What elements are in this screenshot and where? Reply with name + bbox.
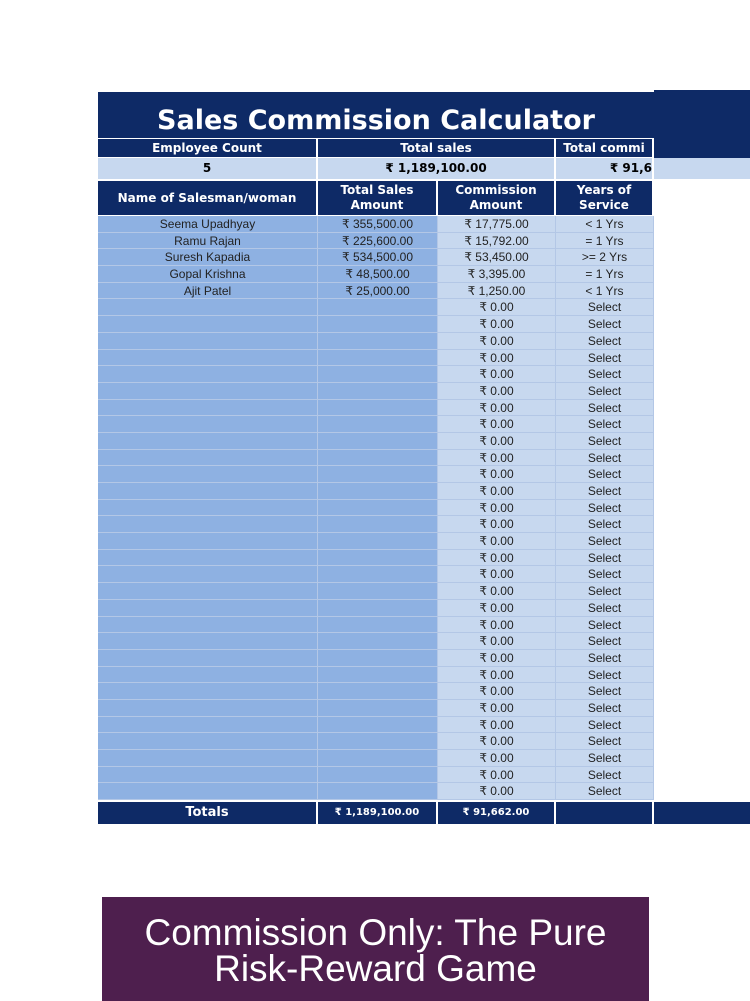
sales-amount-cell[interactable]: [318, 533, 438, 550]
commission-amount-cell[interactable]: ₹ 0.00: [438, 533, 556, 550]
table-row: [98, 767, 654, 784]
sales-amount-cell[interactable]: [318, 683, 438, 700]
years-of-service-cell[interactable]: Select: [556, 450, 654, 467]
commission-amount-cell[interactable]: ₹ 0.00: [438, 583, 556, 600]
sales-amount-cell[interactable]: [318, 483, 438, 500]
salesperson-name-cell[interactable]: Ramu Rajan: [98, 233, 318, 250]
salesperson-name-cell[interactable]: [98, 500, 318, 517]
salesperson-name-cell[interactable]: [98, 433, 318, 450]
table-row: [98, 416, 654, 433]
years-of-service-cell[interactable]: Select: [556, 316, 654, 333]
commission-amount-cell[interactable]: ₹ 0.00: [438, 333, 556, 350]
sales-amount-cell[interactable]: [318, 450, 438, 467]
sales-amount-cell[interactable]: [318, 566, 438, 583]
table-row: [98, 583, 654, 600]
sales-amount-cell[interactable]: [318, 700, 438, 717]
table-row: [98, 450, 654, 467]
sales-amount-cell[interactable]: [318, 333, 438, 350]
table-row: [98, 483, 654, 500]
table-row: [98, 617, 654, 634]
years-of-service-cell[interactable]: Select: [556, 566, 654, 583]
years-of-service-cell[interactable]: Select: [556, 583, 654, 600]
commission-amount-cell[interactable]: ₹ 0.00: [438, 450, 556, 467]
salesperson-name-cell[interactable]: [98, 783, 318, 800]
sales-amount-cell[interactable]: [318, 650, 438, 667]
table-row: [98, 350, 654, 367]
commission-amount-cell[interactable]: ₹ 0.00: [438, 600, 556, 617]
years-of-service-cell[interactable]: Select: [556, 750, 654, 767]
salesperson-name-cell[interactable]: Gopal Krishna: [98, 266, 318, 283]
table-row: [98, 783, 654, 800]
summary-header-row: [98, 139, 654, 157]
table-row: [98, 700, 654, 717]
table-row: [98, 633, 654, 650]
commission-amount-cell[interactable]: ₹ 0.00: [438, 750, 556, 767]
years-of-service-cell[interactable]: = 1 Yrs: [556, 266, 654, 283]
cropped-header-extension: [654, 90, 750, 158]
table-row: [98, 299, 654, 316]
years-of-service-cell[interactable]: Select: [556, 600, 654, 617]
sales-amount-cell[interactable]: ₹ 534,500.00: [318, 249, 438, 266]
years-of-service-cell[interactable]: Select: [556, 500, 654, 517]
salesperson-name-cell[interactable]: [98, 700, 318, 717]
sales-amount-cell[interactable]: ₹ 225,600.00: [318, 233, 438, 250]
salesperson-name-cell[interactable]: [98, 366, 318, 383]
salesperson-name-cell[interactable]: Suresh Kapadia: [98, 249, 318, 266]
years-of-service-cell[interactable]: Select: [556, 550, 654, 567]
sales-amount-cell[interactable]: [318, 500, 438, 517]
employee-count-header: Employee Count: [98, 139, 318, 157]
years-of-service-cell[interactable]: Select: [556, 767, 654, 784]
sales-amount-cell[interactable]: ₹ 48,500.00: [318, 266, 438, 283]
salesperson-name-cell[interactable]: [98, 483, 318, 500]
years-of-service-cell[interactable]: Select: [556, 299, 654, 316]
total-sales-value[interactable]: ₹ 1,189,100.00: [318, 158, 556, 179]
total-sales-header: Total sales: [318, 139, 556, 157]
salesperson-name-cell[interactable]: [98, 683, 318, 700]
calculator-title: Sales Commission Calculator: [98, 92, 654, 138]
sales-column-header: Total Sales Amount: [318, 181, 438, 215]
years-column-header: Years of Service: [556, 181, 654, 215]
table-row: [98, 233, 654, 250]
years-of-service-cell[interactable]: Select: [556, 466, 654, 483]
sales-amount-cell[interactable]: [318, 767, 438, 784]
commission-amount-cell[interactable]: ₹ 0.00: [438, 550, 556, 567]
table-row: [98, 366, 654, 383]
commission-amount-cell[interactable]: ₹ 0.00: [438, 783, 556, 800]
commission-amount-cell[interactable]: ₹ 0.00: [438, 566, 556, 583]
salesperson-name-cell[interactable]: [98, 333, 318, 350]
sales-amount-cell[interactable]: [318, 550, 438, 567]
commission-amount-cell[interactable]: ₹ 0.00: [438, 316, 556, 333]
commission-amount-cell[interactable]: ₹ 0.00: [438, 617, 556, 634]
years-of-service-cell[interactable]: Select: [556, 433, 654, 450]
sales-amount-cell[interactable]: [318, 516, 438, 533]
sales-amount-cell[interactable]: [318, 416, 438, 433]
sales-amount-cell[interactable]: [318, 633, 438, 650]
salesperson-name-cell[interactable]: [98, 617, 318, 634]
years-of-service-cell[interactable]: Select: [556, 400, 654, 417]
salesperson-name-cell[interactable]: [98, 299, 318, 316]
commission-amount-cell[interactable]: ₹ 15,792.00: [438, 233, 556, 250]
salesperson-name-cell[interactable]: [98, 416, 318, 433]
commission-amount-cell[interactable]: ₹ 0.00: [438, 483, 556, 500]
years-of-service-cell[interactable]: Select: [556, 700, 654, 717]
sales-amount-cell[interactable]: ₹ 355,500.00: [318, 216, 438, 233]
totals-label: Totals: [98, 802, 318, 824]
sales-amount-cell[interactable]: [318, 316, 438, 333]
table-row: [98, 316, 654, 333]
sales-amount-cell[interactable]: [318, 299, 438, 316]
table-row: [98, 683, 654, 700]
totals-sales[interactable]: ₹ 1,189,100.00: [318, 802, 438, 824]
years-of-service-cell[interactable]: < 1 Yrs: [556, 216, 654, 233]
commission-amount-cell[interactable]: ₹ 0.00: [438, 366, 556, 383]
years-of-service-cell[interactable]: Select: [556, 783, 654, 800]
years-of-service-cell[interactable]: Select: [556, 683, 654, 700]
years-of-service-cell[interactable]: Select: [556, 650, 654, 667]
table-row: [98, 400, 654, 417]
employee-count-value[interactable]: 5: [98, 158, 318, 179]
commission-amount-cell[interactable]: ₹ 0.00: [438, 767, 556, 784]
sales-amount-cell[interactable]: [318, 466, 438, 483]
table-row: [98, 283, 654, 300]
table-row: [98, 266, 654, 283]
salesperson-name-cell[interactable]: [98, 316, 318, 333]
commission-amount-cell[interactable]: ₹ 0.00: [438, 700, 556, 717]
sales-amount-cell[interactable]: [318, 400, 438, 417]
sales-amount-cell[interactable]: [318, 783, 438, 800]
salesperson-name-cell[interactable]: [98, 383, 318, 400]
commission-amount-cell[interactable]: ₹ 0.00: [438, 650, 556, 667]
total-commission-header: Total commi: [556, 139, 654, 157]
commission-amount-cell[interactable]: ₹ 1,250.00: [438, 283, 556, 300]
commission-amount-cell[interactable]: ₹ 0.00: [438, 733, 556, 750]
salesperson-name-cell[interactable]: [98, 583, 318, 600]
commission-amount-cell[interactable]: ₹ 0.00: [438, 400, 556, 417]
years-of-service-cell[interactable]: Select: [556, 617, 654, 634]
table-row: [98, 466, 654, 483]
totals-years[interactable]: [556, 802, 654, 824]
sales-amount-cell[interactable]: [318, 750, 438, 767]
totals-row: [98, 802, 654, 824]
table-row: [98, 650, 654, 667]
table-row: [98, 383, 654, 400]
commission-amount-cell[interactable]: ₹ 17,775.00: [438, 216, 556, 233]
years-of-service-cell[interactable]: >= 2 Yrs: [556, 249, 654, 266]
salesperson-name-cell[interactable]: [98, 400, 318, 417]
table-row: [98, 667, 654, 684]
sales-amount-cell[interactable]: [318, 383, 438, 400]
table-row: [98, 333, 654, 350]
years-of-service-cell[interactable]: Select: [556, 667, 654, 684]
commission-amount-cell[interactable]: ₹ 0.00: [438, 633, 556, 650]
table-row: [98, 533, 654, 550]
cropped-summary-extension: [654, 158, 750, 179]
commission-amount-cell[interactable]: ₹ 0.00: [438, 683, 556, 700]
years-of-service-cell[interactable]: Select: [556, 733, 654, 750]
salesperson-name-cell[interactable]: [98, 550, 318, 567]
table-row: [98, 733, 654, 750]
salesperson-name-cell[interactable]: [98, 450, 318, 467]
data-table-body: [98, 216, 654, 800]
sales-amount-cell[interactable]: [318, 433, 438, 450]
years-of-service-cell[interactable]: Select: [556, 383, 654, 400]
table-row: [98, 433, 654, 450]
table-row: [98, 600, 654, 617]
salesperson-name-cell[interactable]: [98, 633, 318, 650]
name-column-header: Name of Salesman/woman: [98, 181, 318, 215]
table-row: [98, 717, 654, 734]
salesperson-name-cell[interactable]: [98, 466, 318, 483]
years-of-service-cell[interactable]: Select: [556, 533, 654, 550]
totals-commission[interactable]: ₹ 91,662.00: [438, 802, 556, 824]
table-row: [98, 500, 654, 517]
salesperson-name-cell[interactable]: [98, 600, 318, 617]
commission-amount-cell[interactable]: ₹ 53,450.00: [438, 249, 556, 266]
commission-amount-cell[interactable]: ₹ 0.00: [438, 516, 556, 533]
table-row: [98, 550, 654, 567]
years-of-service-cell[interactable]: Select: [556, 350, 654, 367]
sales-amount-cell[interactable]: [318, 667, 438, 684]
sales-amount-cell[interactable]: [318, 350, 438, 367]
table-row: [98, 750, 654, 767]
commission-amount-cell[interactable]: ₹ 0.00: [438, 433, 556, 450]
sales-amount-cell[interactable]: [318, 583, 438, 600]
salesperson-name-cell[interactable]: [98, 733, 318, 750]
commission-amount-cell[interactable]: ₹ 3,395.00: [438, 266, 556, 283]
salesperson-name-cell[interactable]: [98, 516, 318, 533]
salesperson-name-cell[interactable]: Seema Upadhyay: [98, 216, 318, 233]
years-of-service-cell[interactable]: < 1 Yrs: [556, 283, 654, 300]
commission-amount-cell[interactable]: ₹ 0.00: [438, 299, 556, 316]
salesperson-name-cell[interactable]: [98, 667, 318, 684]
salesperson-name-cell[interactable]: Ajit Patel: [98, 283, 318, 300]
salesperson-name-cell[interactable]: [98, 566, 318, 583]
table-row: [98, 216, 654, 233]
sales-amount-cell[interactable]: ₹ 25,000.00: [318, 283, 438, 300]
cropped-totals-extension: [654, 802, 750, 824]
years-of-service-cell[interactable]: Select: [556, 416, 654, 433]
salesperson-name-cell[interactable]: [98, 650, 318, 667]
years-of-service-cell[interactable]: Select: [556, 366, 654, 383]
commission-amount-cell[interactable]: ₹ 0.00: [438, 350, 556, 367]
commission-column-header: Commission Amount: [438, 181, 556, 215]
table-row: [98, 566, 654, 583]
commission-amount-cell[interactable]: ₹ 0.00: [438, 667, 556, 684]
sales-amount-cell[interactable]: [318, 617, 438, 634]
column-header-row: [98, 181, 654, 215]
commission-amount-cell[interactable]: ₹ 0.00: [438, 500, 556, 517]
years-of-service-cell[interactable]: Select: [556, 483, 654, 500]
years-of-service-cell[interactable]: Select: [556, 516, 654, 533]
summary-value-row: [98, 158, 654, 179]
commission-amount-cell[interactable]: ₹ 0.00: [438, 466, 556, 483]
years-of-service-cell[interactable]: Select: [556, 333, 654, 350]
salesperson-name-cell[interactable]: [98, 533, 318, 550]
years-of-service-cell[interactable]: = 1 Yrs: [556, 233, 654, 250]
salesperson-name-cell[interactable]: [98, 350, 318, 367]
sales-amount-cell[interactable]: [318, 366, 438, 383]
sales-amount-cell[interactable]: [318, 600, 438, 617]
caption-banner: Commission Only: The Pure Risk-Reward Game: [102, 897, 649, 1001]
salesperson-name-cell[interactable]: [98, 717, 318, 734]
years-of-service-cell[interactable]: Select: [556, 633, 654, 650]
commission-amount-cell[interactable]: ₹ 0.00: [438, 383, 556, 400]
table-row: [98, 249, 654, 266]
table-row: [98, 516, 654, 533]
commission-amount-cell[interactable]: ₹ 0.00: [438, 717, 556, 734]
sales-amount-cell[interactable]: [318, 717, 438, 734]
salesperson-name-cell[interactable]: [98, 750, 318, 767]
sales-amount-cell[interactable]: [318, 733, 438, 750]
total-commission-value[interactable]: ₹ 91,6: [556, 158, 654, 179]
years-of-service-cell[interactable]: Select: [556, 717, 654, 734]
commission-amount-cell[interactable]: ₹ 0.00: [438, 416, 556, 433]
salesperson-name-cell[interactable]: [98, 767, 318, 784]
